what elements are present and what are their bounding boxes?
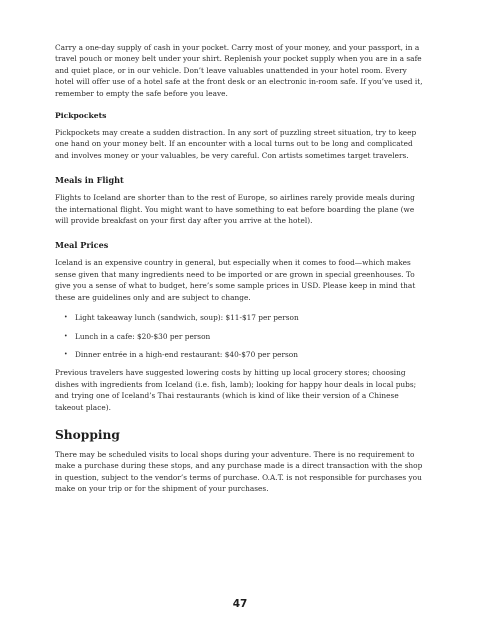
meal-prices-footer-paragraph: Previous travelers have suggested lowering costs by hitting up local grocery stores; choosing dishes with ingredients from Iceland (i.e. fish, lamb); looking for happy hour deals in local pubs; and trying one of Iceland’s Thai restaurants (which is kind of like their version of a Chinese takeout place).: [55, 368, 417, 412]
pickpockets-paragraph: Pickpockets may create a sudden distraction. In any sort of puzzling street situation, try to keep one hand on your money belt. If an encounter with a local turns out to be long and complicated and involves money or your valuables, be very careful. Con artists sometimes target travelers.: [55, 128, 417, 160]
bullet-icon: •: [64, 314, 68, 322]
meal-prices-heading: Meal Prices: [55, 240, 109, 251]
shopping-heading: Shopping: [55, 427, 120, 442]
bullet-icon: •: [64, 332, 68, 340]
meals-in-flight-paragraph: Flights to Iceland are shorter than to the rest of Europe, so airlines rarely provide meals during the international flight. You might want to have something to eat before boarding the plane (we will provide breakfast on your first day after you arrive at the hotel).: [55, 193, 415, 226]
list-item-text: Dinner entrée in a high-end restaurant: $40-$70 per person: [75, 349, 298, 359]
meal-prices-paragraph: Iceland is an expensive country in general, but especially when it comes to food—which makes sense given that many ingredients need to be imported or are grown in special greenhouses. To give you a sense of what to budget, here’s some sample prices in USD. Please keep in mind that these are guidelines only and are subject to change.: [55, 258, 416, 302]
meal-prices-list: [55, 312, 427, 360]
page-number: 47: [232, 598, 248, 610]
list-item: [55, 331, 427, 342]
list-item: [55, 349, 427, 360]
bullet-icon: •: [64, 350, 68, 358]
meals-in-flight-heading: Meals in Flight: [55, 175, 124, 186]
pickpockets-heading: Pickpockets: [55, 111, 107, 121]
list-item-text: Lunch in a cafe: $20-$30 per person: [75, 331, 211, 341]
list-item-text: Light takeaway lunch (sandwich, soup): $11-$17 per person: [75, 313, 299, 323]
page-content: [55, 42, 427, 504]
shopping-paragraph: There may be scheduled visits to local shops during your adventure. There is no requirement to make a purchase during these stops, and any purchase made is a direct transaction with the shop in question, subject to the vendor’s terms of purchase. O.A.T. is not responsible for purchases you make on your trip or for the shipment of your purchases.: [55, 449, 423, 494]
list-item: [55, 312, 427, 323]
intro-paragraph: Carry a one-day supply of cash in your pocket. Carry most of your money, and your passport, in a travel pouch or money belt under your shirt. Replenish your pocket supply when you are in a safe and quiet place, or in our vehicle. Don’t leave valuables unattended in your hotel room. Every hotel will offer use of a hotel safe at the front desk or an electronic in-room safe. If you’ve used it, remember to empty the safe before you leave.: [55, 43, 423, 98]
